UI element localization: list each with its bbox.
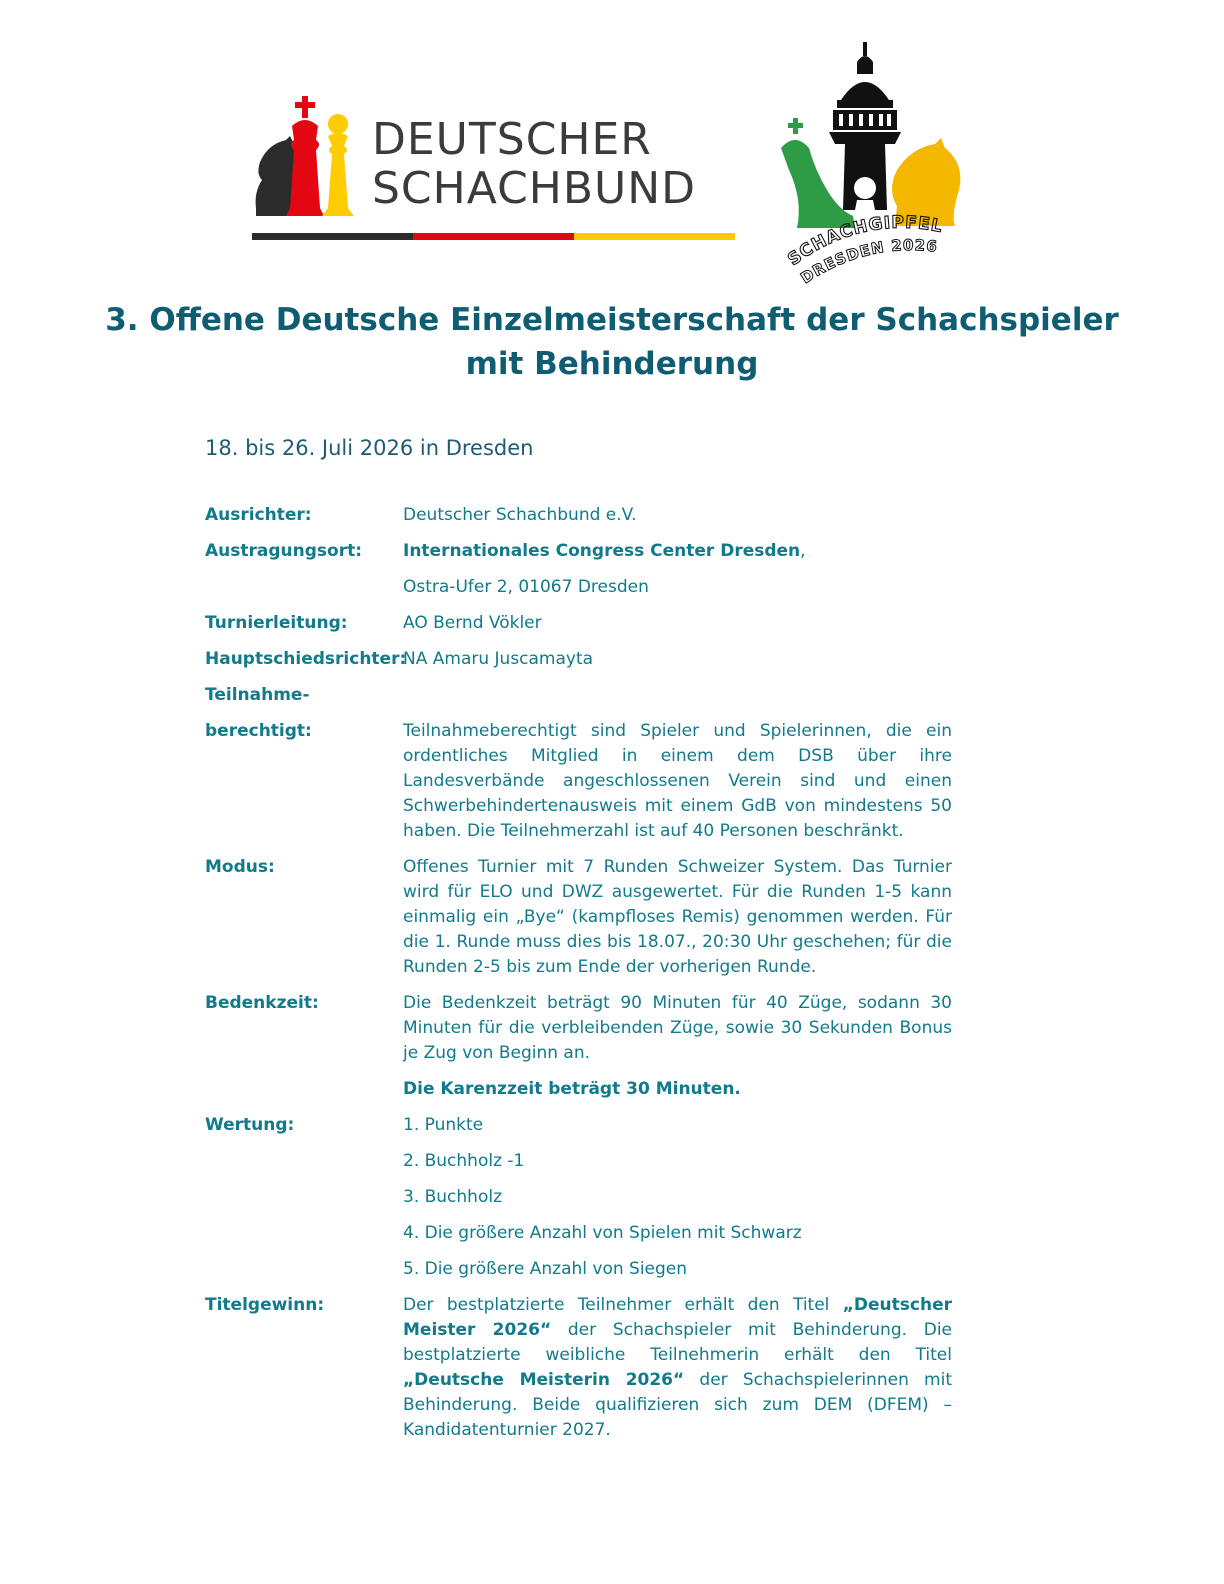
value-turnierleitung: AO Bernd Vökler (403, 613, 542, 633)
info-table (205, 503, 955, 1454)
venue-comma: , (800, 541, 806, 561)
schachgipfel-text-2: DRESDEN 2026 (797, 236, 939, 285)
row-turnierleitung (205, 611, 955, 636)
value-karenzzeit: Die Karenzzeit beträgt 30 Minuten. (403, 1079, 741, 1099)
titel-bold-2: „Deutsche Meisterin 2026“ (403, 1370, 685, 1390)
dsb-logo-line2: SCHACHBUND (372, 163, 697, 214)
schachgipfel-text-1: SCHACHGIPFEL (784, 212, 945, 270)
row-address (205, 575, 955, 600)
venue-name: Internationales Congress Center Dresden (403, 541, 801, 561)
venue-address: Ostra-Ufer 2, 01067 Dresden (403, 577, 649, 597)
value-austragungsort (403, 539, 952, 564)
wertung-item: 2. Buchholz -1 (403, 1151, 525, 1171)
titel-text-3: der Schachspielerinnen mit Behinderung. Beide qualifizieren sich zum DEM (DFEM) – Kandidatenturnier 2027. (403, 1370, 953, 1440)
row-wertung (205, 1113, 955, 1138)
value-modus: Offenes Turnier mit 7 Runden Schweizer System. Das Turnier wird für ELO und DWZ ausgewertet. Für die Runden 1-5 kann einmalig ein „Bye“ (kampfloses Remis) genommen werden. Für die 1. Runde muss dies bis 18.07., 20:30 Uhr geschehen; für die Runden 2-5 bis zum Ende der vorherigen Runde. (403, 857, 952, 977)
wertung-item: 1. Punkte (403, 1115, 484, 1135)
event-dates: 18. bis 26. Juli 2026 in Dresden (205, 436, 534, 460)
row-teilnahme (205, 719, 955, 844)
label-austragungsort: Austragungsort: (205, 541, 363, 561)
flag-bars (252, 233, 735, 240)
row-karenzzeit (205, 1077, 955, 1102)
page-title (0, 298, 1224, 386)
label-teilnahme-1: Teilnahme- (205, 685, 310, 705)
label-turnierleitung: Turnierleitung: (205, 613, 348, 633)
label-titelgewinn: Titelgewinn: (205, 1295, 325, 1315)
dsb-logo (250, 92, 740, 244)
row-modus (205, 855, 955, 980)
wertung-item: 3. Buchholz (403, 1187, 503, 1207)
label-wertung: Wertung: (205, 1115, 295, 1135)
chess-pieces-icon (250, 96, 362, 226)
value-hauptschiedsrichter: NA Amaru Juscamayta (403, 649, 594, 669)
titel-text-2: der Schachspieler mit Behinderung. Die bestplatzierte weibliche Teilnehmerin erhält den Titel (403, 1320, 953, 1365)
titel-text-1: Der bestplatzierte Teilnehmer erhält den Titel (403, 1295, 843, 1315)
title-line-2: mit Behinderung (465, 346, 759, 382)
value-bedenkzeit: Die Bedenkzeit beträgt 90 Minuten für 40 Züge, sodann 30 Minuten für die verbleibenden Züge, sowie 30 Sekunden Bonus je Zug von Beginn an. (403, 993, 952, 1063)
label-bedenkzeit: Bedenkzeit: (205, 993, 319, 1013)
wertung-item: 4. Die größere Anzahl von Spielen mit Schwarz (403, 1223, 802, 1243)
row-austragungsort (205, 539, 955, 564)
row-hauptschiedsrichter (205, 647, 955, 672)
titel-bold-1: „Deutscher Meister 2026“ (403, 1295, 952, 1340)
row-titelgewinn (205, 1293, 955, 1443)
schachgipfel-logo (775, 40, 970, 285)
row-ausrichter (205, 503, 955, 528)
label-hauptschiedsrichter: Hauptschiedsrichter: (205, 649, 407, 669)
row-bedenkzeit (205, 991, 955, 1066)
value-teilnahme: Teilnahmeberechtigt sind Spieler und Spielerinnen, die ein ordentliches Mitglied in einem dem DSB über ihre Landesverbände angeschlossenen Verein sind und einen Schwerbehindertenausweis mit einem GdB von mindestens 50 haben. Die Teilnehmerzahl ist auf 40 Personen beschränkt. (403, 721, 952, 841)
title-line-1: 3. Offene Deutsche Einzelmeisterschaft der Schachspieler (105, 302, 1119, 338)
label-teilnahme-2: berechtigt: (205, 721, 312, 741)
row-teilnahme-label (205, 683, 955, 708)
label-ausrichter: Ausrichter: (205, 505, 312, 525)
value-titelgewinn (403, 1293, 952, 1443)
wertung-item: 5. Die größere Anzahl von Siegen (403, 1259, 688, 1279)
value-ausrichter: Deutscher Schachbund e.V. (403, 505, 637, 525)
dsb-logo-line1: DEUTSCHER (372, 114, 652, 165)
label-modus: Modus: (205, 857, 275, 877)
schachgipfel-emblem-icon (775, 40, 970, 285)
